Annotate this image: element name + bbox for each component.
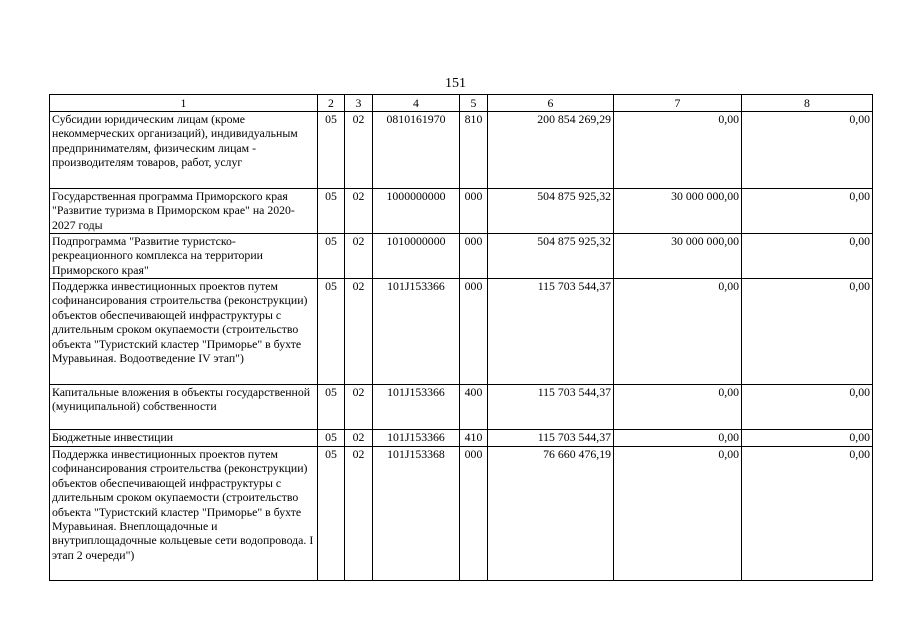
row-amount-8: 0,00 [742, 112, 873, 189]
row-target-article: 0810161970 [373, 112, 460, 189]
row-expense-type: 410 [460, 430, 488, 447]
row-expense-type: 000 [460, 234, 488, 279]
row-expense-type: 400 [460, 385, 488, 430]
row-section: 05 [318, 234, 345, 279]
row-amount-6: 115 703 544,37 [488, 430, 614, 447]
row-subsection: 02 [345, 234, 373, 279]
row-amount-6: 76 660 476,19 [488, 447, 614, 581]
row-expense-type: 000 [460, 189, 488, 234]
row-amount-7: 30 000 000,00 [614, 234, 742, 279]
table-row [50, 189, 873, 234]
row-name: Поддержка инвестиционных проектов путем софинансирования строительства (реконструкции) объектов обеспечивающей инфраструктуры с длительным сроком окупаемости (строительство объекта "Туристский кластер "Приморье" в бухте Муравьиная. Водоотведение IV этап") [50, 279, 318, 385]
row-amount-7: 0,00 [614, 447, 742, 581]
row-amount-8: 0,00 [742, 189, 873, 234]
row-section: 05 [318, 385, 345, 430]
row-subsection: 02 [345, 447, 373, 581]
header-col-7: 7 [614, 95, 742, 112]
row-amount-7: 0,00 [614, 112, 742, 189]
table-row [50, 112, 873, 189]
row-amount-8: 0,00 [742, 430, 873, 447]
row-amount-7: 30 000 000,00 [614, 189, 742, 234]
row-section: 05 [318, 279, 345, 385]
row-section: 05 [318, 189, 345, 234]
row-amount-7: 0,00 [614, 279, 742, 385]
row-amount-8: 0,00 [742, 385, 873, 430]
row-name: Субсидии юридическим лицам (кроме некоммерческих организаций), индивидуальным предпринимателям, физическим лицам - производителям товаров, работ, услуг [50, 112, 318, 189]
header-col-1: 1 [50, 95, 318, 112]
row-amount-8: 0,00 [742, 447, 873, 581]
table-row [50, 447, 873, 581]
row-amount-6: 115 703 544,37 [488, 279, 614, 385]
header-col-2: 2 [318, 95, 345, 112]
row-expense-type: 000 [460, 447, 488, 581]
header-row [50, 95, 873, 112]
row-amount-6: 504 875 925,32 [488, 234, 614, 279]
row-amount-6: 504 875 925,32 [488, 189, 614, 234]
header-col-8: 8 [742, 95, 873, 112]
row-name: Подпрограмма "Развитие туристско-рекреационного комплекса на территории Приморского края" [50, 234, 318, 279]
row-subsection: 02 [345, 430, 373, 447]
header-col-4: 4 [373, 95, 460, 112]
row-amount-6: 115 703 544,37 [488, 385, 614, 430]
row-expense-type: 810 [460, 112, 488, 189]
row-name: Поддержка инвестиционных проектов путем софинансирования строительства (реконструкции) объектов обеспечивающей инфраструктуры с длительным сроком окупаемости (строительство объекта "Туристский кластер "Приморье" в бухте Муравьиная. Внеплощадочные и внутриплощадочные кольцевые сети водопровода. I этап 2 очереди") [50, 447, 318, 581]
row-name: Капитальные вложения в объекты государственной (муниципальной) собственности [50, 385, 318, 430]
row-subsection: 02 [345, 279, 373, 385]
row-subsection: 02 [345, 189, 373, 234]
header-col-5: 5 [460, 95, 488, 112]
page-number: 151 [445, 76, 466, 91]
row-amount-7: 0,00 [614, 430, 742, 447]
row-subsection: 02 [345, 385, 373, 430]
table-row [50, 430, 873, 447]
row-section: 05 [318, 430, 345, 447]
row-name: Бюджетные инвестиции [50, 430, 318, 447]
row-target-article: 101J153366 [373, 385, 460, 430]
row-section: 05 [318, 447, 345, 581]
row-target-article: 101J153368 [373, 447, 460, 581]
row-target-article: 101J153366 [373, 279, 460, 385]
table-row [50, 279, 873, 385]
row-subsection: 02 [345, 112, 373, 189]
row-target-article: 1000000000 [373, 189, 460, 234]
row-amount-8: 0,00 [742, 279, 873, 385]
row-name: Государственная программа Приморского края "Развитие туризма в Приморском крае" на 2020-2027 годы [50, 189, 318, 234]
row-expense-type: 000 [460, 279, 488, 385]
table-row [50, 385, 873, 430]
row-target-article: 1010000000 [373, 234, 460, 279]
table-row [50, 234, 873, 279]
row-amount-6: 200 854 269,29 [488, 112, 614, 189]
row-target-article: 101J153366 [373, 430, 460, 447]
header-col-3: 3 [345, 95, 373, 112]
row-amount-8: 0,00 [742, 234, 873, 279]
row-section: 05 [318, 112, 345, 189]
row-amount-7: 0,00 [614, 385, 742, 430]
budget-table [49, 94, 873, 581]
header-col-6: 6 [488, 95, 614, 112]
